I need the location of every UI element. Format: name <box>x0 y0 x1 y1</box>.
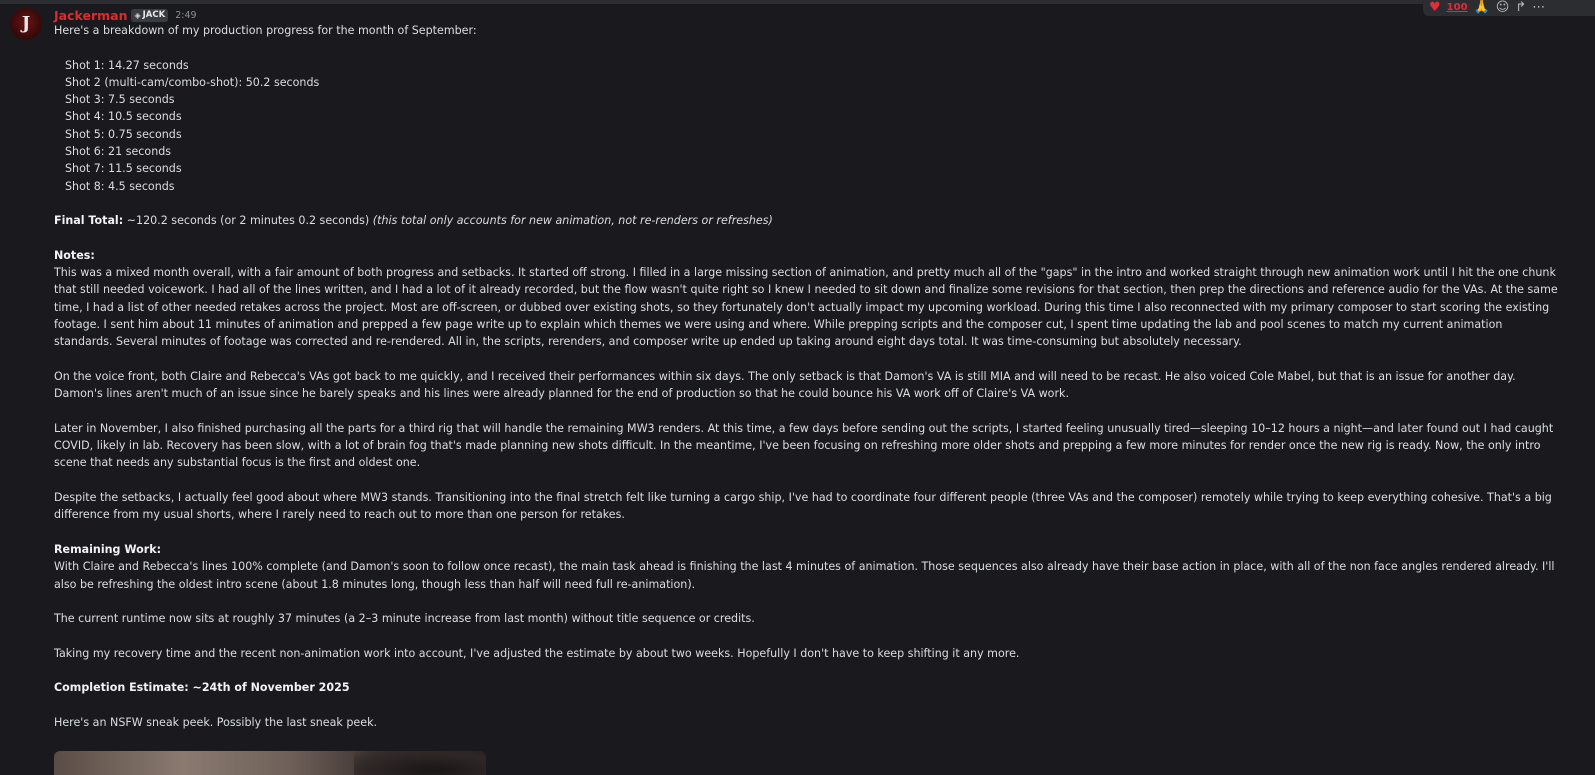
shot-item: Shot 4: 10.5 seconds <box>65 110 182 124</box>
shot-item: Shot 6: 21 seconds <box>65 145 172 159</box>
server-tag-label: JACK <box>142 10 166 20</box>
final-total-note: (this total only accounts for new animation, not re-renders or refreshes) <box>372 214 773 228</box>
final-total-value: ~120.2 seconds (or 2 minutes 0.2 seconds) <box>123 214 373 228</box>
shot-item: Shot 1: 14.27 seconds <box>65 58 189 72</box>
notes-paragraph: This was a mixed month overall, with a fair amount of both progress and setbacks. It started off strong. I filled in a large missing section of animation, and pretty much all of the "gaps" in the intro and worked straight through new animation work until I hit the one chunk that still needed voicework. I had all of the lines written, and I had a lot of it already recorded, but the flow wasn't quite right so I knew I needed to sit down and finalize some revisions for that section, then prep the directions and reference audio for the VAs. At the same time, I had a list of other needed retakes across the project. Most are off-screen, or dubbed over existing shots, so they fortunately don't actually impact my upcoming workload. During this time I also reconnected with my primary composer to start scoring the existing footage. I sent him about 11 minutes of animation and prepped a few page write up to explain which themes we were using and where. While prepping scripts and the composer cut, I spent time updating the lab and pool scenes to match my current animation standards. Several minutes of footage was corrected and re-rendered. All in, the scripts, rerenders, and composer write up ended up taking around eight days total. It was time-consuming but absolutely necessary. <box>54 266 1558 349</box>
message-timestamp[interactable]: 2:49 <box>175 9 197 21</box>
add-reaction-icon[interactable]: ☺ <box>1495 0 1510 15</box>
notes-paragraph: Later in November, I also finished purchasing all the parts for a third rig that will handle the remaining MW3 renders. At this time, a few days before sending out the scripts, I started feeling unusually tired—sleeping 10–12 hours a night—and later found out I had caught COVID, likely in lab. Recovery has been slow, with a lot of brain fog that's made planning new shots difficult. In the meantime, I've been focusing on refreshing more older shots and prepping a few more minutes for render once the new rig is ready. Now, the only intro scene that needs any substantial focus is the first and oldest one. <box>54 421 1554 470</box>
avatar-letter: J <box>21 13 31 34</box>
final-total <box>54 212 1564 229</box>
shot-item: Shot 3: 7.5 seconds <box>65 93 175 107</box>
image-attachment[interactable] <box>54 751 486 775</box>
final-total-label: Final Total: <box>54 214 124 228</box>
shot-item: Shot 2 (multi-cam/combo-shot): 50.2 seconds <box>65 75 320 89</box>
intro-text: Here's a breakdown of my production progress for the month of September: <box>54 24 477 37</box>
attachment-shading <box>354 751 486 775</box>
remaining-paragraph: Taking my recovery time and the recent non-animation work into account, I've adjusted the estimate by about two weeks. Hopefully I don't have to keep shifting it any more. <box>54 646 1020 660</box>
heart-reaction-icon[interactable]: ♥ <box>1429 0 1441 15</box>
shot-item: Shot 8: 4.5 seconds <box>65 179 175 193</box>
more-options-icon[interactable]: ⋯ <box>1532 0 1546 15</box>
notes-paragraph: On the voice front, both Claire and Rebecca's VAs got back to me quickly, and I received their performances within six days. The only setback is that Damon's VA is still MIA and will need to be recast. He also voiced Cole Mabel, but that is an issue for another day. Damon's lines aren't much of an issue since he barely speaks and his lines were already planned for the end of production so that he could bounce his VA work off of Claire's VA work. <box>54 369 1516 401</box>
server-tag[interactable] <box>131 9 168 22</box>
remaining-paragraph: The current runtime now sits at roughly 37 minutes (a 2–3 minute increase from last month) without title sequence or credits. <box>54 612 755 626</box>
shot-item: Shot 7: 11.5 seconds <box>65 162 182 176</box>
message-body <box>54 22 1564 731</box>
avatar[interactable] <box>10 8 42 40</box>
diamond-icon: ◈ <box>134 10 141 20</box>
hundred-reaction-icon[interactable]: 100 <box>1446 2 1468 13</box>
sneak-peek-text: Here's an NSFW sneak peek. Possibly the last sneak peek. <box>54 715 378 729</box>
shot-item: Shot 5: 0.75 seconds <box>65 127 182 141</box>
remaining-heading: Remaining Work: <box>54 542 162 556</box>
author-name[interactable]: Jackerman <box>54 7 128 23</box>
remaining-paragraph: With Claire and Rebecca's lines 100% complete (and Damon's soon to follow once recast), the main task ahead is finishing the last 4 minutes of animation. Those sequences also already have their base action in place, with all of the non face angles rendered already. I'll also be refreshing the oldest intro scene (about 1.8 minutes long, though less than half will need full re-animation). <box>54 560 1555 591</box>
reply-icon[interactable]: ↱ <box>1515 0 1527 15</box>
pray-reaction-icon[interactable]: 🙏 <box>1473 0 1490 15</box>
chat-message <box>0 4 1595 769</box>
notes-heading: Notes: <box>54 248 95 262</box>
notes-paragraph: Despite the setbacks, I actually feel good about where MW3 stands. Transitioning into the final stretch felt like turning a cargo ship, I've had to coordinate four different people (three VAs and the composer) remotely while trying to keep everything cohesive. That's a big difference from my usual shorts, where I rarely need to reach out to more than one person for retakes. <box>54 491 1552 522</box>
message-header <box>54 7 197 23</box>
completion-estimate: Completion Estimate: ~24th of November 2025 <box>54 681 350 695</box>
